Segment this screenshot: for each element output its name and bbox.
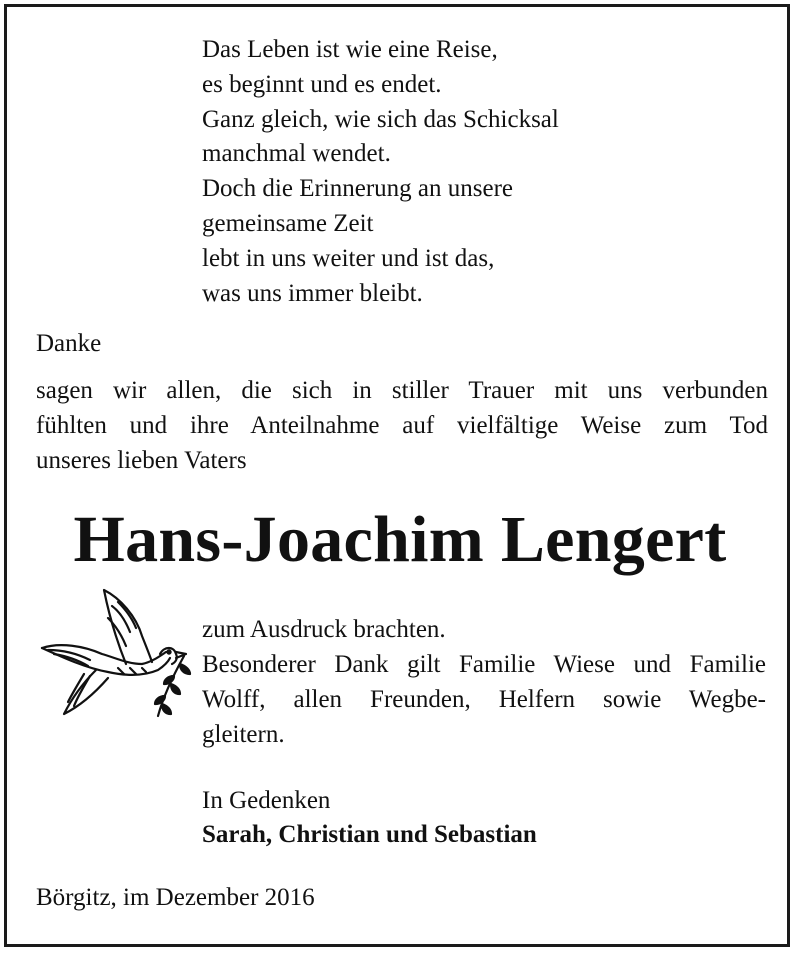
poem-line: Das Leben ist wie eine Reise,	[202, 36, 498, 63]
gratitude-message	[202, 612, 766, 752]
poem-line: Doch die Erinnerung an unsere	[202, 175, 513, 203]
thanks-line: sagen wir allen, die sich in stiller Trauer mit uns verbunden	[36, 377, 768, 404]
poem-line: lebt in uns weiter und ist das,	[202, 244, 495, 272]
poem-line: manchmal wendet.	[202, 140, 391, 168]
dove-with-olive-branch-icon	[34, 584, 194, 724]
poem-line: es beginnt und es endet.	[202, 70, 442, 98]
poem-line: Ganz gleich, wie sich das Schicksal	[202, 105, 559, 133]
message-line: Besonderer Dank gilt Familie Wiese und Familie	[202, 651, 766, 678]
thanks-paragraph	[36, 373, 768, 478]
memorial-poem	[202, 33, 559, 311]
closing-greeting: In Gedenken	[202, 787, 331, 814]
thanks-heading: Danke	[36, 330, 102, 357]
message-line: zum Ausdruck brachten.	[202, 616, 446, 643]
poem-line: was uns immer bleibt.	[202, 279, 423, 307]
deceased-name: Hans-Joachim Lengert	[73, 503, 727, 576]
message-line: gleitern.	[202, 721, 285, 748]
place-and-date: Börgitz, im Dezember 2016	[36, 884, 315, 911]
message-line: Wolff, allen Freunden, Helfern sowie Wegbe-	[202, 686, 766, 713]
closing-block	[202, 784, 537, 852]
thanks-line: fühlten und ihre Anteilnahme auf vielfältige Weise zum Tod	[36, 412, 768, 439]
thanks-line: unseres lieben Vaters	[36, 447, 247, 474]
family-names: Sarah, Christian und Sebastian	[202, 821, 537, 848]
poem-line: gemeinsame Zeit	[202, 209, 374, 237]
